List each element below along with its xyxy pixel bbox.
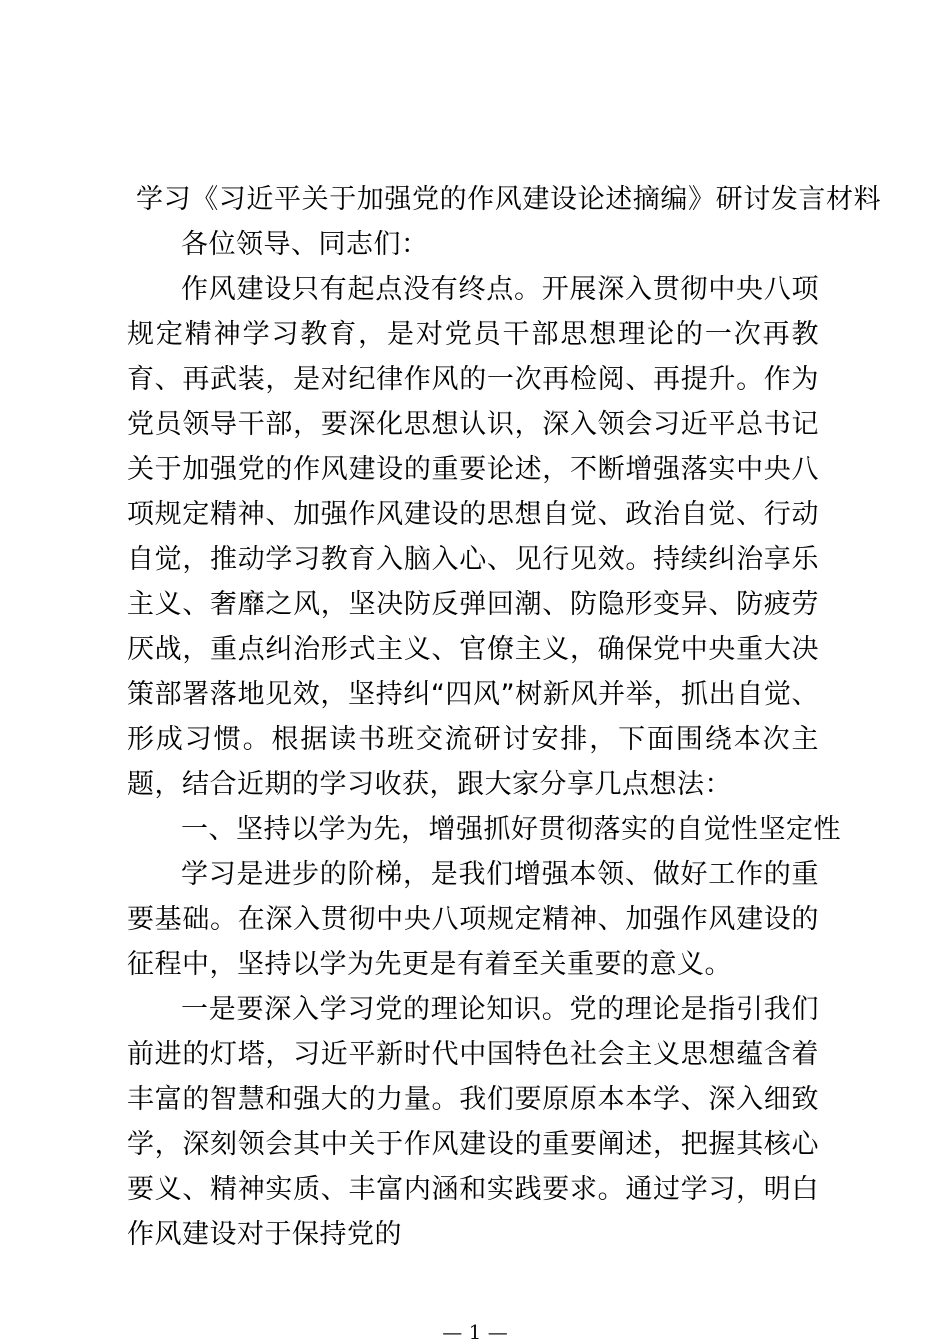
paragraph-point-one: 一是要深入学习党的理论知识。党的理论是指引我们前进的灯塔，习近平新时代中国特色社会主义思想蕴含着丰富的智慧和强大的力量。我们要原原本本学、深入细致学，深刻领会其中关于作风建设的重要阐述，把握其核心要义、精神实质、丰富内涵和实践要求。通过学习，明白作风建设对于保持党的 bbox=[127, 994, 819, 1250]
paragraph-intro: 作风建设只有起点没有终点。开展深入贯彻中央八项规定精神学习教育，是对党员干部思想理论的一次再教育、再武装，是对纪律作风的一次再检阅、再提升。作为党员领导干部，要深化思想认识，深入领会习近平总书记关于加强党的作风建设的重要论述，不断增强落实中央八项规定精神、加强作风建设的思想自觉、政治自觉、行动自觉，推动学习教育入脑入心、见行见效。持续纠治享乐主义、奢靡之风，坚决防反弹回潮、防隐形变异、防疲劳厌战，重点纠治形式主义、官僚主义，确保党中央重大决策部署落地见效，坚持纠“四风”树新风并举，抓出自觉、形成习惯。根据读书班交流研讨安排，下面围绕本次主题，结合近期的学习收获，跟大家分享几点想法： bbox=[127, 274, 819, 800]
document-body bbox=[127, 222, 841, 1257]
paragraph-section-intro: 学习是进步的阶梯，是我们增强本领、做好工作的重要基础。在深入贯彻中央八项规定精神、加强作风建设的征程中，坚持以学为先更是有着至关重要的意义。 bbox=[127, 859, 819, 980]
salutation: 各位领导、同志们： bbox=[181, 229, 429, 260]
document-title: 学习《习近平关于加强党的作风建设论述摘编》研讨发言材料 bbox=[136, 184, 882, 215]
page-number: — 1 — bbox=[442, 1320, 508, 1344]
section-heading: 一、坚持以学为先，增强抓好贯彻落实的自觉性坚定性 bbox=[181, 814, 841, 845]
